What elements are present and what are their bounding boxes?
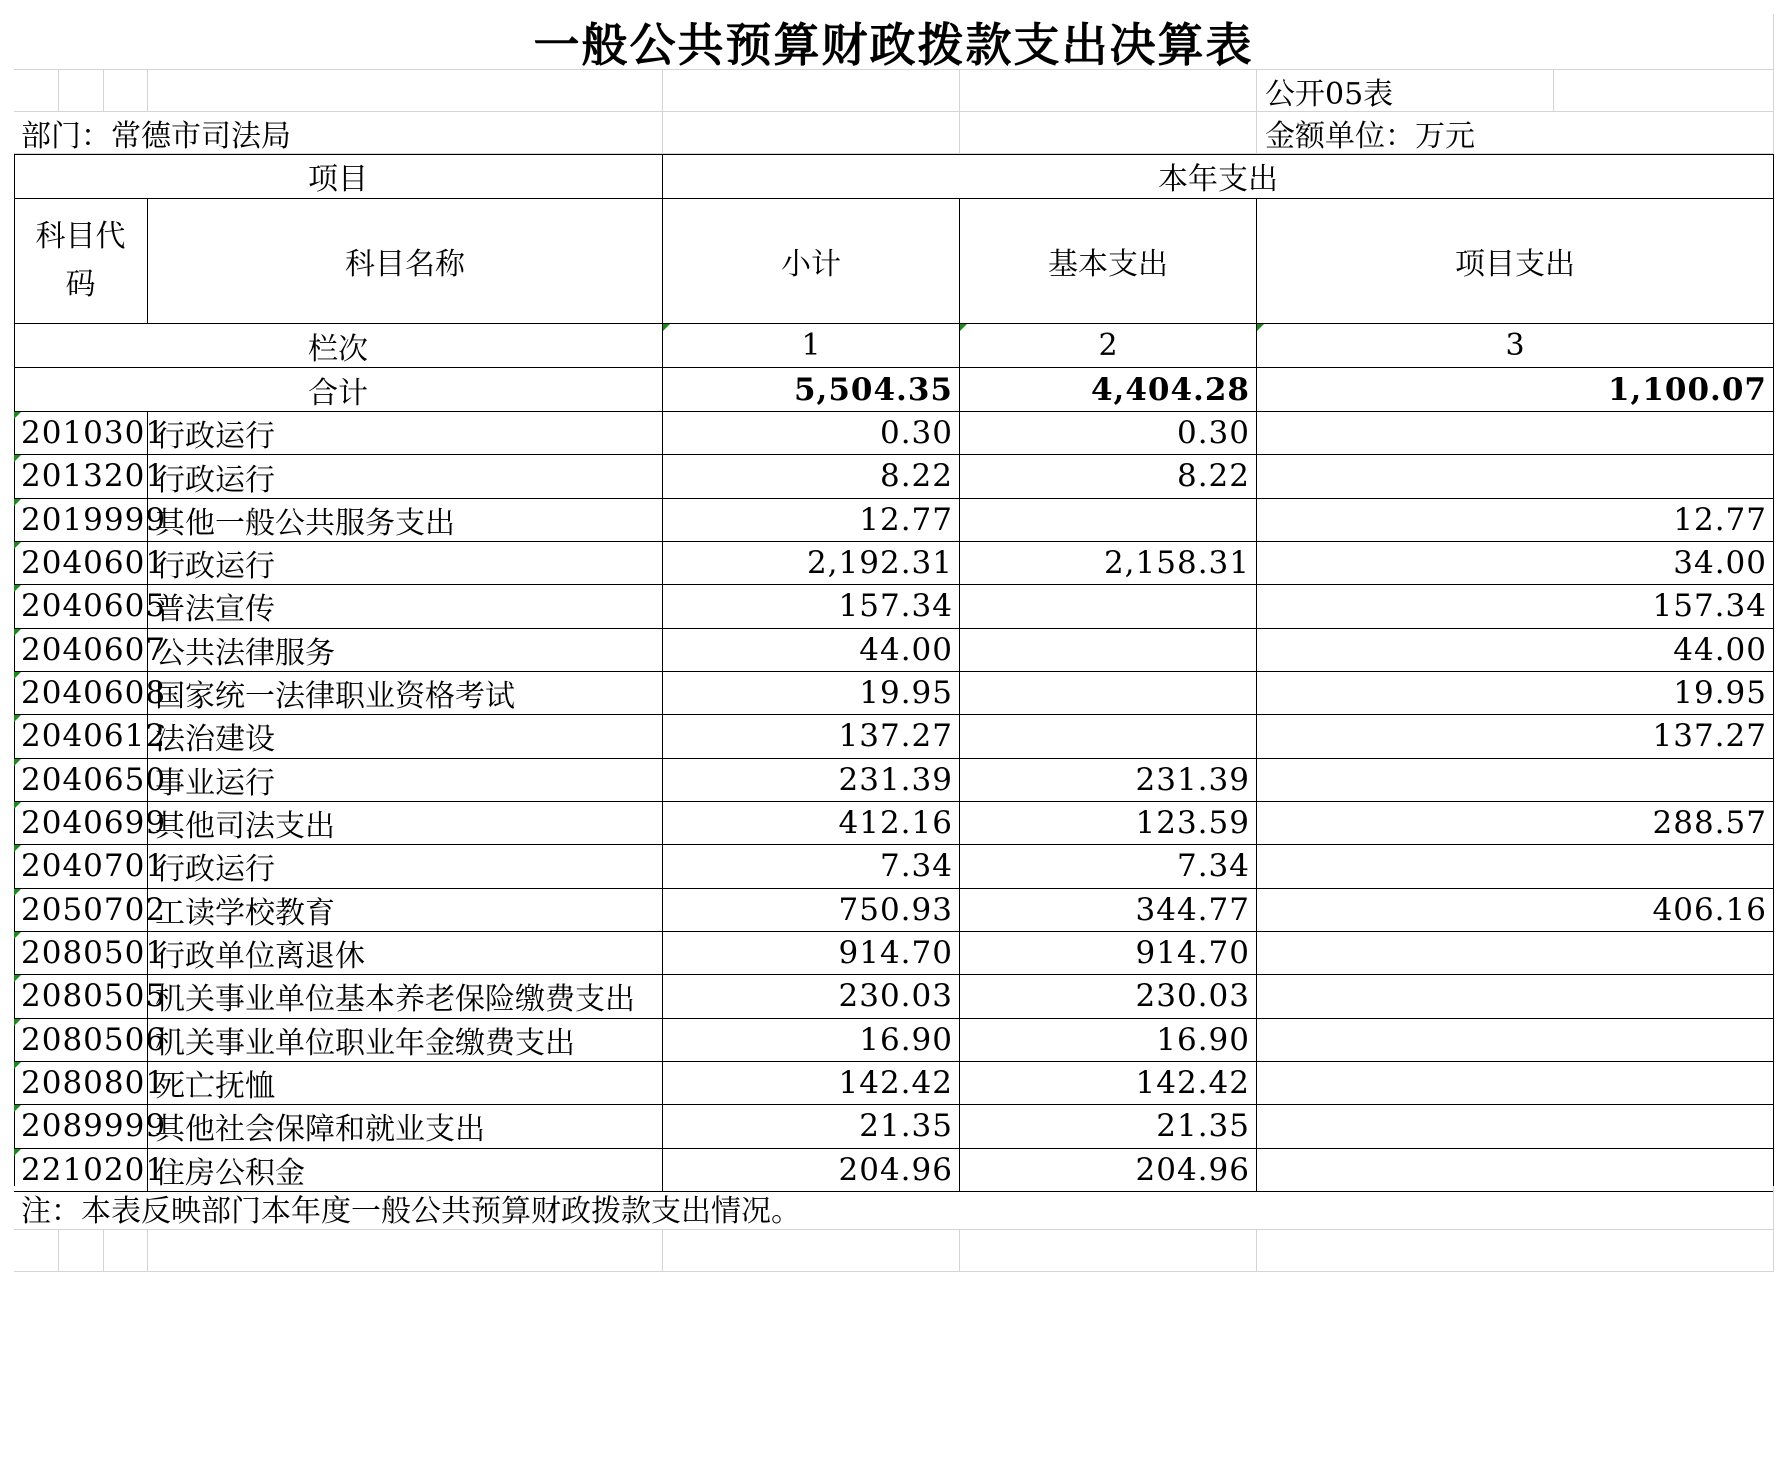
table-row	[14, 1105, 1774, 1148]
table-row	[14, 759, 1774, 802]
cell-project-text: 12.77	[1673, 501, 1767, 538]
cell-subtotal[interactable]	[663, 889, 960, 932]
error-indicator	[14, 672, 21, 679]
cell[interactable]	[960, 112, 1257, 154]
header-basic[interactable]: 基本支出	[960, 199, 1257, 324]
cell-subtotal-text: 231.39	[838, 761, 953, 798]
table-row	[14, 499, 1774, 542]
cell-code[interactable]	[14, 499, 167, 542]
cell-code-text: 2040607	[21, 631, 167, 668]
cell-subtotal[interactable]	[663, 672, 960, 715]
cell-basic[interactable]	[960, 455, 1257, 498]
table-row	[14, 629, 1774, 672]
column-index-1-text: 1	[801, 328, 821, 363]
cell-name[interactable]	[148, 715, 663, 758]
cell-subtotal-text: 914.70	[838, 935, 953, 972]
table-row	[14, 1019, 1774, 1062]
cell-name[interactable]	[148, 499, 663, 542]
cell-subtotal-text: 44.00	[859, 631, 953, 668]
table-row	[14, 672, 1774, 715]
cell-name-text: 机关事业单位基本养老保险缴费支出	[155, 982, 635, 1018]
cell-subtotal-text: 16.90	[859, 1021, 953, 1058]
cell-subtotal[interactable]	[663, 845, 960, 888]
error-indicator	[14, 845, 21, 852]
total-subtotal[interactable]: 5,504.35	[663, 368, 960, 412]
cell-subtotal-text: 204.96	[838, 1151, 953, 1188]
cell-basic[interactable]	[960, 585, 1257, 628]
cell-subtotal-text: 412.16	[838, 805, 953, 842]
cell-basic[interactable]	[960, 1062, 1257, 1105]
cell-project[interactable]	[1257, 759, 1774, 802]
cell-project[interactable]	[1257, 1062, 1774, 1105]
cell[interactable]	[104, 70, 148, 112]
cell-basic[interactable]	[960, 1019, 1257, 1062]
cell-name[interactable]	[148, 672, 663, 715]
department-label[interactable]: 部门：常德市司法局	[14, 112, 663, 154]
cell-code[interactable]	[14, 629, 167, 672]
column-index-label[interactable]: 栏次	[14, 324, 663, 368]
table-row	[14, 889, 1774, 932]
page-title[interactable]: 一般公共预算财政拨款支出决算表	[14, 14, 1774, 70]
cell[interactable]	[14, 1230, 59, 1272]
header-subtotal[interactable]: 小计	[663, 199, 960, 324]
column-index-3[interactable]	[1257, 324, 1774, 368]
cell-project[interactable]	[1257, 889, 1774, 932]
cell-project-text: 44.00	[1673, 631, 1767, 668]
cell-subtotal-text: 157.34	[838, 588, 953, 625]
cell-code-text: 2040699	[21, 805, 167, 842]
table-row	[14, 1062, 1774, 1105]
cell-basic[interactable]	[960, 889, 1257, 932]
cell-basic-text: 230.03	[1135, 978, 1250, 1015]
cell-code[interactable]	[14, 542, 167, 585]
cell-code-text: 2040612	[21, 718, 167, 755]
cell-name[interactable]	[148, 802, 663, 845]
cell-project-text: 288.57	[1652, 805, 1767, 842]
cell-name-text: 法治建设	[155, 722, 275, 758]
header-current-year[interactable]: 本年支出	[663, 154, 1774, 199]
cell-subtotal-text: 230.03	[838, 978, 953, 1015]
cell[interactable]	[1257, 1230, 1774, 1272]
error-indicator	[14, 715, 21, 722]
cell-code[interactable]	[14, 1105, 167, 1148]
cell-project[interactable]	[1257, 975, 1774, 1018]
cell-name[interactable]	[148, 1062, 663, 1105]
cell-code-text: 2080506	[21, 1021, 167, 1058]
cell[interactable]	[59, 70, 104, 112]
cell-subtotal-text: 0.30	[879, 415, 953, 452]
error-indicator	[14, 1149, 21, 1156]
cell-name[interactable]	[148, 629, 663, 672]
cell-name-text: 其他社会保障和就业支出	[155, 1112, 485, 1148]
cell-project[interactable]	[1257, 932, 1774, 975]
cell-name-text: 行政运行	[155, 462, 275, 498]
cell-name[interactable]	[148, 585, 663, 628]
column-index-2-text: 2	[1098, 328, 1118, 363]
cell-project-text: 19.95	[1673, 675, 1767, 712]
cell-subtotal[interactable]	[663, 759, 960, 802]
cell-code-text: 2010301	[21, 415, 167, 452]
cell-name[interactable]	[148, 889, 663, 932]
cell-project[interactable]	[1257, 845, 1774, 888]
cell[interactable]	[148, 70, 663, 112]
cell-basic[interactable]	[960, 932, 1257, 975]
error-indicator	[14, 1105, 21, 1112]
cell-name-text: 国家统一法律职业资格考试	[155, 679, 515, 715]
error-indicator	[14, 889, 21, 896]
cell[interactable]	[14, 70, 59, 112]
column-index-3-text: 3	[1505, 328, 1525, 363]
cell-code[interactable]	[14, 1062, 167, 1105]
cell-subtotal-text: 142.42	[838, 1065, 953, 1102]
cell-subtotal[interactable]	[663, 975, 960, 1018]
cell-code[interactable]	[14, 845, 167, 888]
cell-basic-text: 204.96	[1135, 1151, 1250, 1188]
error-indicator	[663, 324, 670, 331]
error-indicator	[14, 499, 21, 506]
error-indicator	[14, 542, 21, 549]
cell-basic[interactable]	[960, 672, 1257, 715]
header-row-1	[14, 154, 1774, 199]
cell-subtotal-text: 137.27	[838, 718, 953, 755]
error-indicator	[14, 975, 21, 982]
amount-unit[interactable]: 金额单位：万元	[1257, 112, 1774, 154]
cell-basic[interactable]	[960, 975, 1257, 1018]
cell-name-text: 机关事业单位职业年金缴费支出	[155, 1025, 575, 1061]
cell-subtotal-text: 750.93	[838, 891, 953, 928]
cell-code[interactable]	[14, 715, 167, 758]
cell-name[interactable]	[148, 932, 663, 975]
cell-name-text: 行政单位离退休	[155, 939, 365, 975]
cell-project-text: 406.16	[1652, 891, 1767, 928]
cell-project[interactable]	[1257, 455, 1774, 498]
cell-name[interactable]	[148, 759, 663, 802]
cell-code-text: 2050702	[21, 891, 167, 928]
cell-basic-text: 16.90	[1156, 1021, 1250, 1058]
cell-name-text: 工读学校教育	[155, 895, 335, 931]
note-row	[14, 1186, 1774, 1230]
cell-subtotal[interactable]	[663, 1105, 960, 1148]
cell-code[interactable]	[14, 889, 167, 932]
cell-subtotal-text: 8.22	[879, 458, 953, 495]
error-indicator	[14, 932, 21, 939]
cell-code-text: 2019999	[21, 501, 167, 538]
cell-subtotal-text: 21.35	[859, 1108, 953, 1145]
cell[interactable]	[663, 1230, 960, 1272]
cell-subtotal[interactable]	[663, 715, 960, 758]
cell-subtotal[interactable]	[663, 802, 960, 845]
cell-subtotal[interactable]	[663, 585, 960, 628]
cell-code-text: 2080501	[21, 935, 167, 972]
cell-name[interactable]	[148, 845, 663, 888]
title-row	[14, 14, 1774, 70]
column-index-row	[14, 324, 1774, 368]
cell-basic-text: 231.39	[1135, 761, 1250, 798]
cell-name-text: 其他司法支出	[155, 809, 335, 845]
cell-basic[interactable]	[960, 629, 1257, 672]
cell-name-text: 普法宣传	[155, 592, 275, 628]
cell-subtotal[interactable]	[663, 1062, 960, 1105]
cell-code[interactable]	[14, 455, 167, 498]
error-indicator	[14, 629, 21, 636]
column-index-2[interactable]	[960, 324, 1257, 368]
cell-project[interactable]	[1257, 802, 1774, 845]
table-row	[14, 455, 1774, 498]
cell-code[interactable]	[14, 975, 167, 1018]
cell-code[interactable]	[14, 585, 167, 628]
cell-code[interactable]	[14, 672, 167, 715]
cell-name-text: 行政运行	[155, 852, 275, 888]
cell-basic-text: 142.42	[1135, 1065, 1250, 1102]
header-row-2	[14, 199, 1774, 324]
cell-basic[interactable]	[960, 499, 1257, 542]
table-row	[14, 932, 1774, 975]
cell-basic-text: 344.77	[1135, 891, 1250, 928]
total-row	[14, 368, 1774, 412]
table-row	[14, 542, 1774, 585]
cell-name[interactable]	[148, 1105, 663, 1148]
cell[interactable]	[148, 1230, 663, 1272]
table-number-row	[14, 70, 1774, 112]
cell[interactable]	[104, 1230, 148, 1272]
blank-row	[14, 1230, 1774, 1272]
cell-name[interactable]	[148, 455, 663, 498]
cell-project-text: 137.27	[1652, 718, 1767, 755]
cell-basic[interactable]	[960, 802, 1257, 845]
cell-code-text: 2013201	[21, 458, 167, 495]
cell-project[interactable]	[1257, 412, 1774, 455]
cell-name-text: 公共法律服务	[155, 635, 335, 671]
column-index-1[interactable]	[663, 324, 960, 368]
table-number[interactable]: 公开05表	[1257, 70, 1554, 112]
error-indicator	[14, 1019, 21, 1026]
cell-code[interactable]	[14, 802, 167, 845]
cell-subtotal[interactable]	[663, 629, 960, 672]
cell-code-text: 2080801	[21, 1065, 167, 1102]
cell-basic-text: 0.30	[1176, 415, 1250, 452]
cell-project-text: 157.34	[1652, 588, 1767, 625]
cell-basic[interactable]	[960, 1105, 1257, 1148]
cell-subtotal[interactable]	[663, 1019, 960, 1062]
cell-code[interactable]	[14, 932, 167, 975]
cell-name[interactable]	[148, 412, 663, 455]
table-row	[14, 975, 1774, 1018]
cell-project[interactable]	[1257, 542, 1774, 585]
cell-code-text: 2040608	[21, 675, 167, 712]
cell-name[interactable]	[148, 542, 663, 585]
error-indicator	[1257, 324, 1264, 331]
cell-subtotal[interactable]	[663, 542, 960, 585]
cell-subtotal[interactable]	[663, 455, 960, 498]
cell-basic-text: 8.22	[1176, 458, 1250, 495]
cell-code-text: 2080505	[21, 978, 167, 1015]
cell-project[interactable]	[1257, 629, 1774, 672]
cell-code-text: 2040650	[21, 761, 167, 798]
cell-basic-text: 914.70	[1135, 935, 1250, 972]
cell-code[interactable]	[14, 1019, 167, 1062]
error-indicator	[14, 759, 21, 766]
cell-subtotal[interactable]	[663, 932, 960, 975]
cell-code[interactable]	[14, 412, 167, 455]
cell-name-text: 住房公积金	[155, 1155, 305, 1191]
cell[interactable]	[960, 1230, 1257, 1272]
total-basic[interactable]: 4,404.28	[960, 368, 1257, 412]
cell-basic-text: 123.59	[1135, 805, 1250, 842]
cell-basic[interactable]	[960, 542, 1257, 585]
cell-subtotal-text: 2,192.31	[806, 545, 953, 582]
cell-name-text: 其他一般公共服务支出	[155, 505, 455, 541]
cell-project[interactable]	[1257, 1019, 1774, 1062]
cell-basic-text: 2,158.31	[1103, 545, 1250, 582]
total-project[interactable]: 1,100.07	[1257, 368, 1774, 412]
cell-name-text: 死亡抚恤	[155, 1069, 275, 1105]
cell-subtotal-text: 7.34	[879, 848, 953, 885]
error-indicator	[14, 455, 21, 462]
cell-project[interactable]	[1257, 499, 1774, 542]
cell-code-text: 2089999	[21, 1108, 167, 1145]
cell-basic[interactable]	[960, 715, 1257, 758]
cell-name[interactable]	[148, 975, 663, 1018]
table-row	[14, 412, 1774, 455]
error-indicator	[14, 585, 21, 592]
header-project[interactable]: 项目	[14, 154, 663, 199]
cell[interactable]	[1554, 70, 1774, 112]
cell-project[interactable]	[1257, 585, 1774, 628]
cell-basic[interactable]	[960, 412, 1257, 455]
cell-code-text: 2040701	[21, 848, 167, 885]
header-name[interactable]: 科目名称	[148, 199, 663, 324]
cell-subtotal[interactable]	[663, 499, 960, 542]
cell[interactable]	[663, 70, 960, 112]
cell-name-text: 事业运行	[155, 765, 275, 801]
cell[interactable]	[960, 70, 1257, 112]
table-row	[14, 715, 1774, 758]
cell-project[interactable]	[1257, 1105, 1774, 1148]
cell-code[interactable]	[14, 759, 167, 802]
cell-code-text: 2040601	[21, 545, 167, 582]
cell-project[interactable]	[1257, 715, 1774, 758]
cell-name[interactable]	[148, 1019, 663, 1062]
cell-basic-text: 21.35	[1156, 1108, 1250, 1145]
cell-code-text: 2210201	[21, 1151, 167, 1188]
cell-basic-text: 7.34	[1176, 848, 1250, 885]
cell-project-text: 34.00	[1673, 545, 1767, 582]
cell[interactable]	[59, 1230, 104, 1272]
table-row	[14, 802, 1774, 845]
cell-name-text: 行政运行	[155, 419, 275, 455]
header-code[interactable]: 科目代码	[14, 199, 148, 324]
error-indicator	[14, 1062, 21, 1069]
cell-name-text: 行政运行	[155, 549, 275, 585]
error-indicator	[14, 802, 21, 809]
cell-subtotal[interactable]	[663, 412, 960, 455]
total-label[interactable]: 合计	[14, 368, 663, 412]
cell-project[interactable]	[1257, 672, 1774, 715]
table-row	[14, 845, 1774, 888]
table-row	[14, 585, 1774, 628]
cell-subtotal-text: 19.95	[859, 675, 953, 712]
cell-subtotal-text: 12.77	[859, 501, 953, 538]
error-indicator	[960, 324, 967, 331]
cell[interactable]	[663, 112, 960, 154]
cell-basic[interactable]	[960, 759, 1257, 802]
error-indicator	[14, 412, 21, 419]
department-row	[14, 112, 1774, 154]
header-project-expense[interactable]: 项目支出	[1257, 199, 1774, 324]
cell-basic[interactable]	[960, 845, 1257, 888]
cell-code-text: 2040605	[21, 588, 167, 625]
footnote[interactable]: 注：本表反映部门本年度一般公共预算财政拨款支出情况。	[14, 1186, 1774, 1230]
